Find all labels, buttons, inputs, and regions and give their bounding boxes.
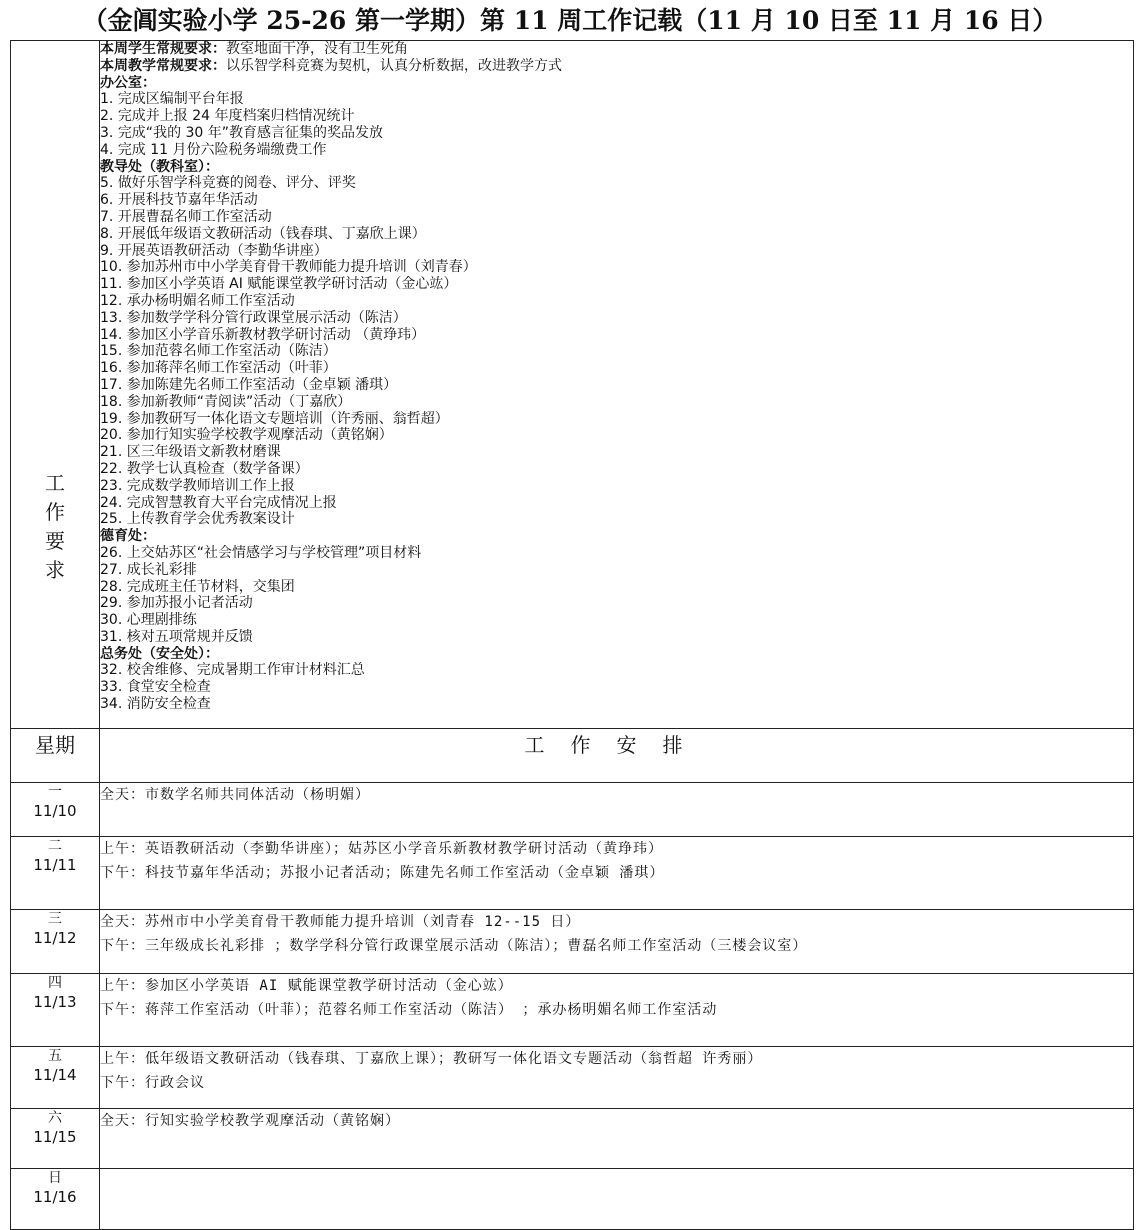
requirements-row: [11, 41, 1134, 729]
requirement-number: 22.: [100, 460, 123, 477]
requirement-number: 25.: [100, 511, 123, 528]
requirement-item: [100, 511, 1133, 528]
requirement-text: 上传教育学会优秀教案设计: [126, 511, 295, 528]
day-plan-cell: [100, 783, 1134, 837]
requirement-item: [100, 427, 1133, 444]
day-plan-cell: [100, 1047, 1134, 1109]
requirement-number: 21.: [100, 444, 123, 461]
requirements-label-char: 工: [45, 471, 65, 495]
requirement-text: 完成“我的 30 年”教育感言征集的奖品发放: [117, 124, 384, 141]
schedule-header-row: [11, 729, 1134, 783]
requirement-item: [100, 679, 1133, 696]
requirement-text: 完成 11 月份六险税务端缴费工作: [117, 141, 327, 158]
plan-line: 下午：科技节嘉年华活动；苏报小记者活动；陈建先名师工作室活动（金卓颖 潘琪）: [100, 865, 665, 881]
requirement-text: 食堂安全检查: [126, 679, 211, 696]
requirements-label-cell: [11, 41, 100, 729]
section-heading: 德育处：: [100, 528, 156, 545]
requirement-item: [100, 259, 1133, 276]
requirement-number: 6.: [100, 192, 114, 209]
requirement-number: 9.: [100, 242, 114, 259]
requirement-text: 完成数学教师培训工作上报: [126, 477, 295, 494]
requirement-text: 开展低年级语文教研活动（钱春琪、丁嘉欣上课）: [117, 225, 426, 242]
requirement-text: 参加陈建先名师工作室活动（金卓颖 潘琪）: [126, 376, 398, 393]
requirement-number: 1.: [100, 91, 114, 108]
requirement-text: 完成班主任节材料，交集团: [126, 578, 295, 595]
day-row: [11, 1169, 1134, 1230]
requirement-number: 24.: [100, 494, 123, 511]
requirement-number: 15.: [100, 343, 123, 360]
requirement-text: 完成并上报 24 年度档案归档情况统计: [117, 108, 355, 125]
day-plan-cell: [100, 1109, 1134, 1169]
requirement-item: [100, 125, 1133, 142]
requirement-text: 校舍维修、完成暑期工作审计材料汇总: [126, 662, 365, 679]
requirement-text: 做好乐智学科竞赛的阅卷、评分、评奖: [117, 175, 356, 192]
requirement-item: [100, 662, 1133, 679]
requirement-item: [100, 276, 1133, 293]
requirement-item: [100, 192, 1133, 209]
day-name: 六: [48, 1110, 62, 1126]
plan-line: 上午：低年级语文教研活动（钱春琪、丁嘉欣上课）；教研写一体化语文专题活动（翁哲超 许秀丽）: [100, 1051, 763, 1067]
plan-line: 全天：苏州市中小学美育骨干教师能力提升培训（刘青春 12--15 日）: [100, 914, 581, 930]
requirements-label-char: 要: [45, 529, 65, 553]
section-heading: 办公室：: [100, 74, 156, 91]
requirement-item: [100, 209, 1133, 226]
requirement-text: 承办杨明媚名师工作室活动: [126, 292, 295, 309]
day-date: 11/16: [33, 1188, 77, 1206]
day-date: 11/14: [33, 1066, 77, 1084]
plan-line: 全天：市数学名师共同体活动（杨明媚）: [100, 787, 370, 803]
student-requirement-text: 教室地面干净，没有卫生死角: [226, 41, 408, 57]
requirement-item: [100, 360, 1133, 377]
requirement-item: [100, 444, 1133, 461]
requirement-number: 17.: [100, 376, 123, 393]
requirements-body: [100, 41, 1134, 729]
day-cell: [11, 1169, 100, 1230]
requirement-text: 区三年级语文新教材磨课: [126, 444, 281, 461]
requirement-item: [100, 343, 1133, 360]
requirements-label-char: 求: [45, 558, 65, 582]
requirement-item: [100, 142, 1133, 159]
requirement-text: 完成区编制平台年报: [117, 91, 244, 108]
day-cell: [11, 974, 100, 1047]
requirement-number: 20.: [100, 427, 123, 444]
requirement-number: 23.: [100, 477, 123, 494]
requirement-text: 参加蒋萍名师工作室活动（叶菲）: [126, 360, 337, 377]
requirement-text: 参加新教师“青阅读”活动（丁嘉欣）: [126, 393, 352, 410]
day-row: [11, 974, 1134, 1047]
requirement-item: [100, 495, 1133, 512]
plan-line: 下午：行政会议: [100, 1075, 205, 1091]
teaching-requirement-label: 本周教学常规要求：: [100, 57, 226, 74]
requirement-number: 29.: [100, 595, 123, 612]
weekday-header: 星期: [11, 729, 100, 783]
requirement-item: [100, 377, 1133, 394]
day-cell: [11, 1047, 100, 1109]
requirement-sections: [100, 75, 1133, 713]
day-cell: [11, 837, 100, 910]
requirement-item: [100, 696, 1133, 713]
plan-line: 上午：参加区小学英语 AI 赋能课堂教学研讨活动（金心竑）: [100, 978, 513, 994]
requirement-number: 16.: [100, 360, 123, 377]
requirement-item: [100, 411, 1133, 428]
requirement-item: [100, 612, 1133, 629]
day-name: 二: [48, 838, 62, 854]
requirement-text: 核对五项常规并反馈: [126, 628, 253, 645]
requirement-text: 上交姑苏区“社会情感学习与学校管理”项目材料: [126, 544, 422, 561]
day-row: [11, 783, 1134, 837]
day-name: 五: [48, 1048, 62, 1064]
requirement-number: 27.: [100, 561, 123, 578]
requirement-number: 10.: [100, 259, 123, 276]
day-name: 日: [48, 1170, 62, 1186]
day-plan-cell: [100, 837, 1134, 910]
requirement-item: [100, 293, 1133, 310]
requirement-number: 13.: [100, 309, 123, 326]
requirement-text: 开展曹磊名师工作室活动: [117, 208, 272, 225]
teaching-requirement-text: 以乐智学科竞赛为契机，认真分析数据，改进教学方式: [226, 57, 562, 74]
requirement-item: [100, 175, 1133, 192]
requirement-item: [100, 595, 1133, 612]
plan-line: 全天：行知实验学校教学观摩活动（黄铭娴）: [100, 1113, 400, 1129]
requirement-number: 4.: [100, 141, 114, 158]
requirement-item: [100, 226, 1133, 243]
requirement-text: 消防安全检查: [126, 696, 211, 713]
requirement-item: [100, 478, 1133, 495]
requirement-number: 33.: [100, 679, 123, 696]
work-record-table: [10, 40, 1134, 1230]
requirement-number: 30.: [100, 612, 123, 629]
requirement-item: [100, 243, 1133, 260]
day-cell: [11, 910, 100, 974]
day-cell: [11, 783, 100, 837]
section-heading: 教导处（教科室）：: [100, 158, 219, 175]
requirement-text: 参加苏州市中小学美育骨干教师能力提升培训（刘青春）: [126, 259, 477, 276]
requirement-item: [100, 579, 1133, 596]
day-name: 三: [48, 911, 62, 927]
requirement-text: 成长礼彩排: [126, 561, 197, 578]
requirement-text: 参加行知实验学校教学观摩活动（黄铭娴）: [126, 427, 393, 444]
day-plan-cell: [100, 1169, 1134, 1230]
requirement-number: 26.: [100, 544, 123, 561]
requirement-text: 参加数学学科分管行政课堂展示活动（陈洁）: [126, 309, 407, 326]
requirement-text: 心理剧排练: [126, 612, 197, 629]
plan-line: 下午：蒋萍工作室活动（叶菲）；范蓉名师工作室活动（陈洁） ；承办杨明媚名师工作室活动: [100, 1002, 718, 1018]
requirement-text: 完成智慧教育大平台完成情况上报: [126, 494, 337, 511]
day-row: [11, 1047, 1134, 1109]
plan-line: 上午：英语教研活动（李勤华讲座）；姑苏区小学音乐新教材教学研讨活动（黄琤玮）: [100, 841, 663, 857]
day-row: [11, 837, 1134, 910]
day-row: [11, 1109, 1134, 1169]
day-plan-cell: [100, 910, 1134, 974]
requirement-number: 18.: [100, 393, 123, 410]
plan-line: 下午：三年级成长礼彩排 ；数学学科分管行政课堂展示活动（陈洁）；曹磊名师工作室活动（三楼会议室）: [100, 938, 808, 954]
student-requirement-label: 本周学生常规要求：: [100, 41, 226, 57]
requirement-text: 参加区小学音乐新教材教学研讨活动 （黄琤玮）: [126, 326, 426, 343]
section-heading: 总务处（安全处）：: [100, 645, 219, 662]
plan-header: 工作安排: [100, 729, 1134, 783]
requirement-item: [100, 91, 1133, 108]
requirement-number: 14.: [100, 326, 123, 343]
schedule-days: [11, 783, 1134, 1230]
requirement-item: [100, 461, 1133, 478]
requirement-text: 参加范蓉名师工作室活动（陈洁）: [126, 343, 337, 360]
requirement-number: 34.: [100, 696, 123, 713]
requirement-item: [100, 545, 1133, 562]
day-cell: [11, 1109, 100, 1169]
day-date: 11/11: [33, 856, 77, 874]
day-date: 11/10: [33, 802, 77, 820]
requirement-number: 5.: [100, 175, 114, 192]
day-plan-cell: [100, 974, 1134, 1047]
requirement-item: [100, 562, 1133, 579]
page-title: （金阊实验小学 25-26 第一学期）第 11 周工作记载（11 月 10 日至 11 月 16 日）: [82, 6, 1058, 35]
requirement-text: 参加教研写一体化语文专题培训（许秀丽、翁哲超）: [126, 410, 449, 427]
requirement-text: 参加区小学英语 AI 赋能课堂教学研讨活动（金心竑）: [126, 276, 458, 293]
requirement-text: 开展英语教研活动（李勤华讲座）: [117, 242, 328, 259]
requirement-number: 11.: [100, 276, 123, 293]
requirement-number: 12.: [100, 292, 123, 309]
requirement-item: [100, 108, 1133, 125]
requirement-number: 28.: [100, 578, 123, 595]
day-date: 11/12: [33, 929, 77, 947]
day-date: 11/15: [33, 1128, 77, 1146]
teaching-requirement: [100, 58, 1133, 75]
requirement-number: 31.: [100, 628, 123, 645]
requirement-number: 19.: [100, 410, 123, 427]
requirement-item: [100, 310, 1133, 327]
requirement-item: [100, 327, 1133, 344]
requirement-number: 3.: [100, 124, 114, 141]
requirement-number: 8.: [100, 225, 114, 242]
requirements-label-char: 作: [45, 500, 65, 524]
requirement-text: 参加苏报小记者活动: [126, 595, 253, 612]
requirement-number: 2.: [100, 108, 114, 125]
day-name: 一: [48, 784, 62, 800]
requirement-number: 7.: [100, 208, 114, 225]
student-requirement: [100, 41, 1133, 58]
requirement-number: 32.: [100, 662, 123, 679]
day-name: 四: [48, 975, 62, 991]
requirement-text: 教学七认真检查（数学备课）: [126, 460, 309, 477]
requirement-text: 开展科技节嘉年华活动: [117, 192, 258, 209]
day-row: [11, 910, 1134, 974]
requirement-item: [100, 394, 1133, 411]
requirement-item: [100, 629, 1133, 646]
day-date: 11/13: [33, 993, 77, 1011]
